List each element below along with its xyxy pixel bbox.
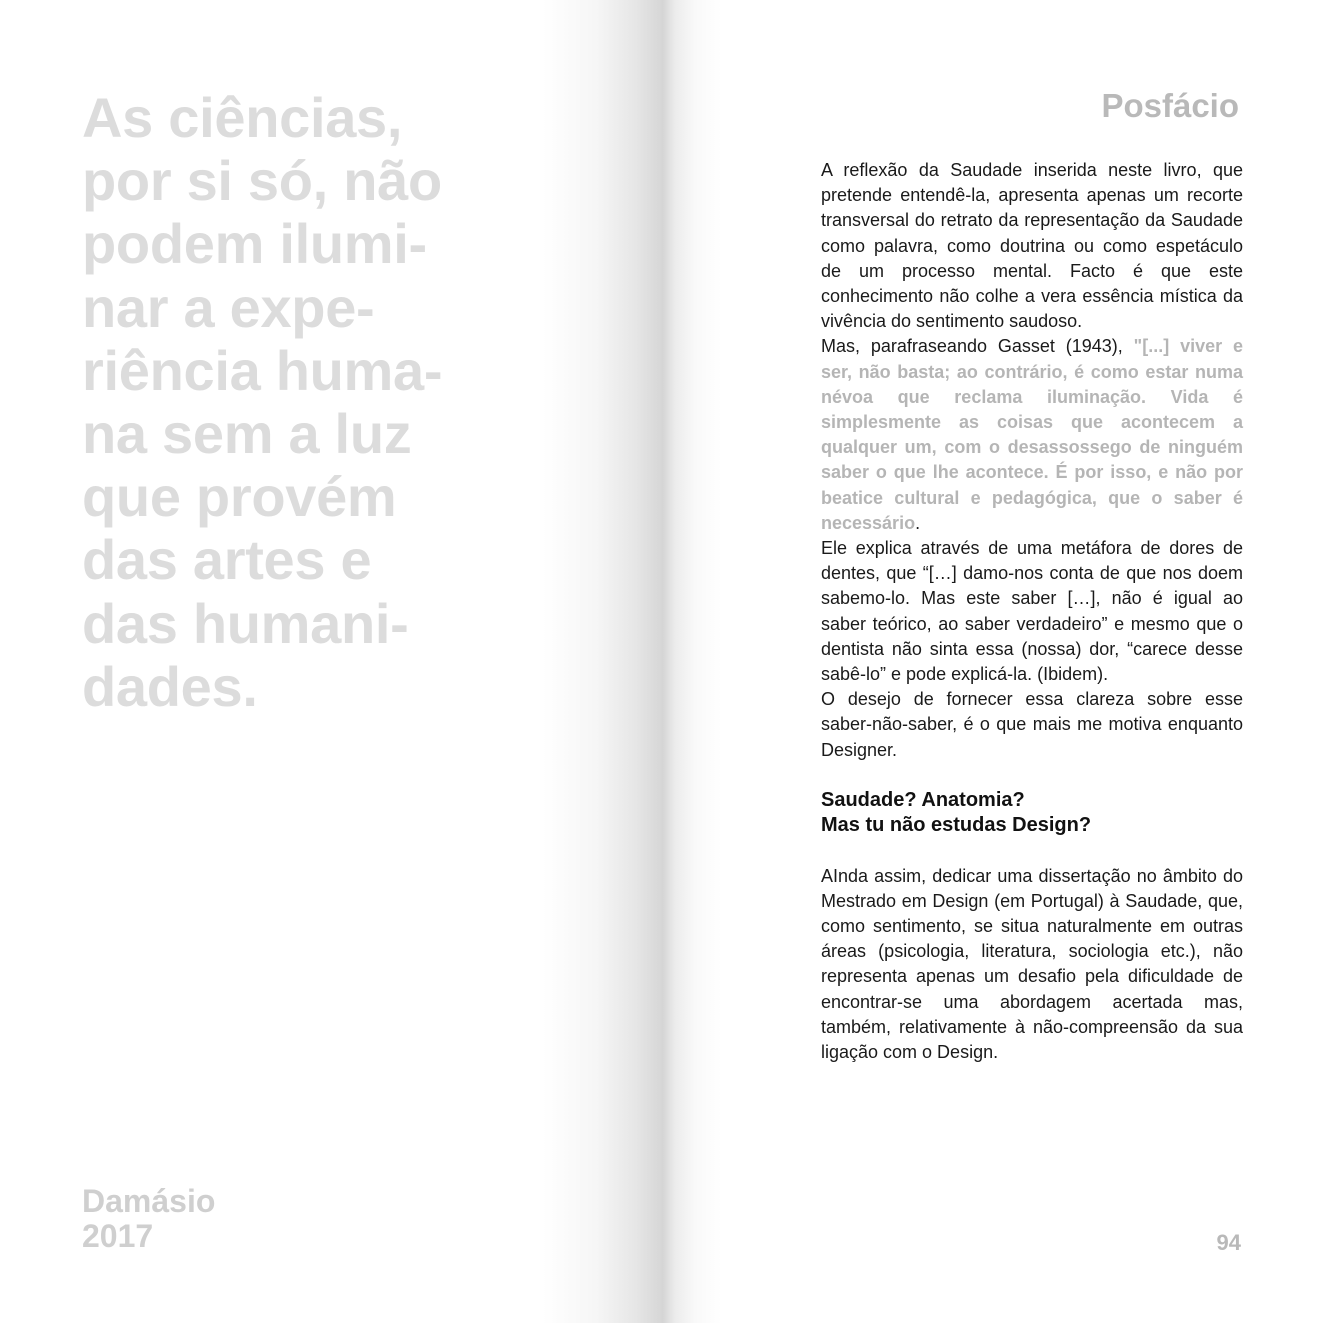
quote-line: riência huma- [82,338,443,402]
epigraph-quote [82,86,602,718]
body-text [821,158,1243,1065]
paragraph: A reflexão da Saudade inserida neste livro, que pretende entendê-la, apresenta apenas um recorte transversal do retrato da representação da Saudade como palavra, como doutrina ou como espetáculo de um processo mental. Facto é que este conhecimento não colhe a vera essência mística da vivência do sentimento saudoso. [821,160,1243,332]
quote-line: dades. [82,654,258,718]
highlighted-citation: "[...] viver e ser, não basta; ao contrário, é como estar numa névoa que reclama iluminação. Vida é simplesmente as coisas que acontecem a qualquer um, com o desassossego de ninguém saber o que lhe acontece. É por isso, e não por beatice cultural e pedagógica, que o saber é necessário [821,336,1244,533]
paragraph [821,334,1243,536]
quote-line: podem ilumi- [82,212,427,276]
subheading-line: Saudade? Anatomia? [821,789,1025,812]
quote-line: das humani- [82,591,409,655]
quote-line: das artes e [82,528,372,592]
quote-line: na sem a luz [82,402,412,466]
quote-line: nar a expe- [82,275,375,339]
quote-line: As ciências, [82,86,403,149]
page-number: 94 [1216,1230,1241,1255]
quote-attribution [82,1184,215,1254]
attribution-year: 2017 [82,1218,154,1254]
quote-line: por si só, não [82,149,442,213]
attribution-author: Damásio [82,1183,216,1219]
subheading [821,788,1243,838]
section-title: Posfácio [1101,87,1239,124]
paragraph: O desejo de fornecer essa clareza sobre esse saber-não-saber, é o que mais me motiva enquanto Designer. [821,689,1243,760]
paragraph: Ele explica através de uma metáfora de dores de dentes, que “[…] damo-nos conta de que nos doem sabemo-lo. Mas este saber […], não é igual ao saber teórico, ao saber verdadeiro” e mesmo que o dentista não sinta essa (nossa) dor, “carece desse sabê-lo” e pode explicá-la. (Ibidem). [821,538,1243,685]
paragraph-intro: Mas, parafraseando Gasset (1943), [821,336,1134,357]
paragraph: AInda assim, dedicar uma dissertação no âmbito do Mestrado em Design (em Portugal) à Saudade, que, como sentimento, se situa naturalmente em outras áreas (psicologia, literatura, sociologia etc.), não representa apenas um desafio pela dificuldade de encontrar-se uma abordagem acertada mas, também, relativamente à não-compreensão da sua ligação com o Design. [821,865,1243,1063]
paragraph-end: . [915,512,921,533]
quote-line: que provém [82,465,397,529]
subheading-line: Mas tu não estudas Design? [821,814,1092,837]
